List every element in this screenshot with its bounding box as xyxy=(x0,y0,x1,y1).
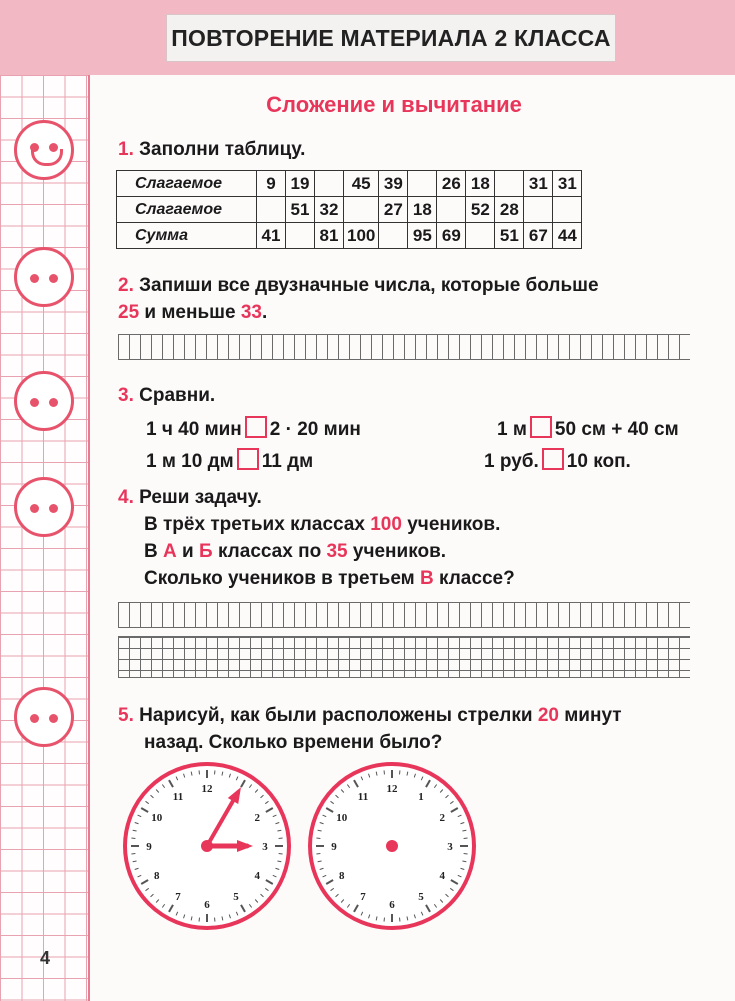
clock-numeral: 11 xyxy=(357,790,369,803)
compare-item: 1 м 10 дм 11 дм xyxy=(146,448,313,473)
section-title: Сложение и вычитание xyxy=(266,92,522,117)
clock-numeral: 9 xyxy=(146,841,152,853)
compare-box[interactable] xyxy=(542,448,564,470)
clock-numeral: 5 xyxy=(418,891,424,904)
clock-face-blank[interactable] xyxy=(306,760,478,932)
clock-numeral: 12 xyxy=(386,783,398,795)
answer-grid[interactable] xyxy=(118,602,690,628)
clock-numeral: 8 xyxy=(154,870,160,882)
clock-numeral: 7 xyxy=(360,891,366,904)
clock-face-with-hands xyxy=(121,760,293,932)
clock-numeral: 3 xyxy=(447,841,453,853)
task-5-text: 5. Нарисуй, как были расположены стрелки 20 минут назад. Сколько времени было? xyxy=(118,705,622,753)
clock-numeral: 12 xyxy=(201,783,213,795)
clock-numeral: 2 xyxy=(439,812,445,824)
clock-numeral: 4 xyxy=(254,870,260,882)
clock-numeral: 2 xyxy=(254,812,260,824)
task-4-text: 4. Реши задачу. В трёх третьих классах 100 учеников. В А и Б классах по 35 учеников. Сколько учеников в третьем В классе? xyxy=(118,487,515,589)
task-1-heading: 1. Заполни таблицу. xyxy=(118,139,306,160)
neutral-face-icon xyxy=(14,371,74,431)
compare-item: 1 м 50 см + 40 см xyxy=(497,416,679,441)
task-2-text: 2. Запиши все двузначные числа, которые больше 25 и меньше 33. xyxy=(118,275,599,323)
clock-numeral: 9 xyxy=(331,841,337,853)
compare-box[interactable] xyxy=(237,448,259,470)
answer-grid[interactable] xyxy=(118,334,690,360)
neutral-face-icon xyxy=(14,247,74,307)
clock-numeral: 5 xyxy=(233,891,239,904)
compare-box[interactable] xyxy=(245,416,267,438)
table-row: Слагаемое 51 32 27 18 52 28 xyxy=(117,197,582,223)
smiley-icon xyxy=(14,120,74,180)
neutral-face-icon xyxy=(14,477,74,537)
answer-grid[interactable] xyxy=(118,636,690,678)
task-3-heading: 3. Сравни. xyxy=(118,385,216,406)
table-row: Слагаемое 9 19 45 39 26 18 31 31 xyxy=(117,171,582,197)
clock-numeral: 11 xyxy=(172,790,184,803)
clock-numeral: 6 xyxy=(389,899,395,911)
fill-table xyxy=(116,170,582,249)
clock-numeral: 10 xyxy=(151,812,163,824)
table-row: Сумма 41 81 100 95 69 51 67 44 xyxy=(117,223,582,249)
compare-box[interactable] xyxy=(530,416,552,438)
clock-numeral: 3 xyxy=(262,841,268,853)
clock-numeral: 6 xyxy=(204,899,210,911)
clock-center-dot xyxy=(386,840,398,852)
compare-item: 1 ч 40 мин 2 · 20 мин xyxy=(146,416,361,441)
page-header-title: ПОВТОРЕНИЕ МАТЕРИАЛА 2 КЛАССА xyxy=(166,14,616,62)
clock-numeral: 1 xyxy=(418,790,424,803)
clock-numeral: 7 xyxy=(175,891,181,904)
clock-numeral: 10 xyxy=(336,812,348,824)
clock-numeral: 4 xyxy=(439,870,445,882)
page-number: 4 xyxy=(40,948,51,968)
clock-numeral: 8 xyxy=(339,870,345,882)
neutral-face-icon xyxy=(14,687,74,747)
compare-item: 1 руб. 10 коп. xyxy=(484,448,631,473)
grid-margin-strip xyxy=(0,75,90,1001)
